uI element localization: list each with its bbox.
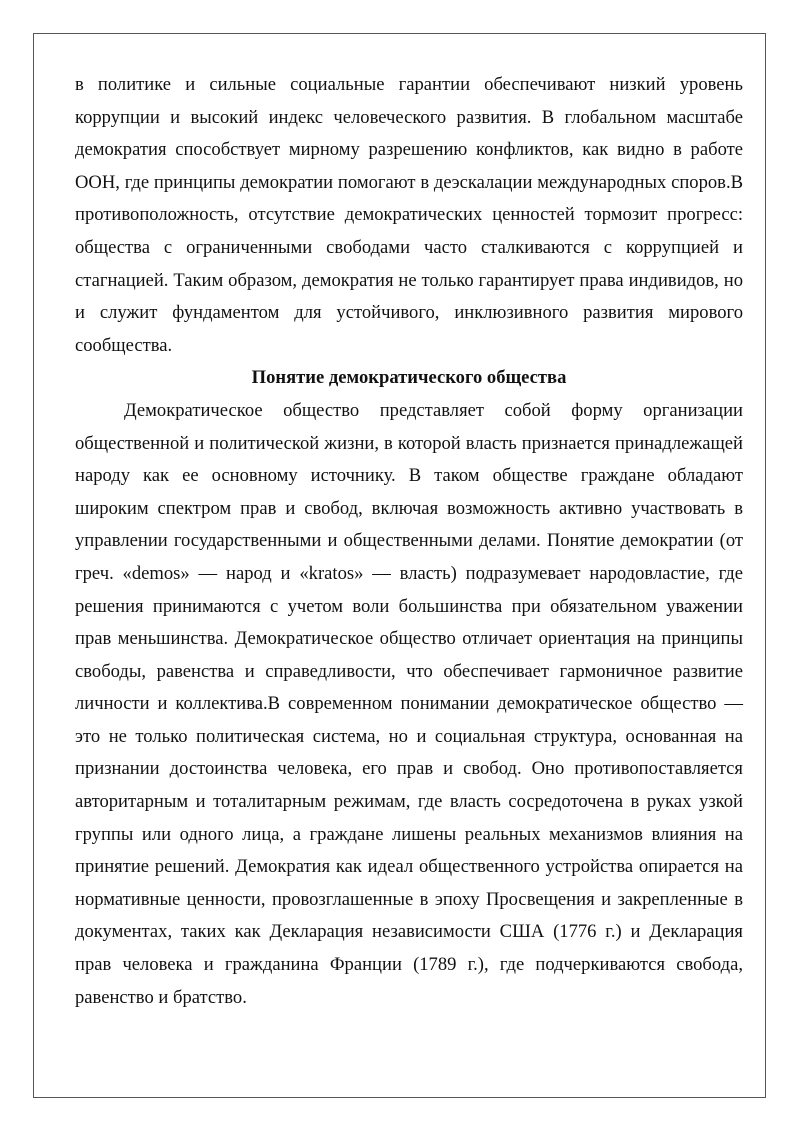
document-body [75,69,743,1014]
paragraph-definition: Демократическое общество представляет собой форму организации общественной и политической жизни, в которой власть признается принадлежащей народу как ее основному источнику. В таком обществе граждане обладают широким спектром прав и свобод, включая возможность активно участвовать в управлении государственными и общественными делами. Понятие демократии (от греч. «demos» — народ и «kratos» — власть) подразумевает народовластие, где решения принимаются с учетом воли большинства при обязательном уважении прав меньшинства. Демократическое общество отличает ориентация на принципы свободы, равенства и справедливости, что обеспечивает гармоничное развитие личности и коллектива.В современном понимании демократическое общество — это не только политическая система, но и социальная структура, основанная на признании достоинства человека, его прав и свобод. Оно противопоставляется авторитарным и тоталитарным режимам, где власть сосредоточена в руках узкой группы или одного лица, а граждане лишены реальных механизмов влияния на принятие решений. Демократия как идеал общественного устройства опирается на нормативные ценности, провозглашенные в эпоху Просвещения и закрепленные в документах, таких как Декларация независимости США (1776 г.) и Декларация прав человека и гражданина Франции (1789 г.), где подчеркиваются свобода, равенство и братство. [75,399,743,1008]
section-heading: Понятие демократического общества [251,367,567,389]
paragraph-continuation: в политике и сильные социальные гарантии обеспечивают низкий уровень коррупции и высокий индекс человеческого развития. В глобальном масштабе демократия способствует мирному разрешению конфликтов, как видно в работе ООН, где принципы демократии помогают в деэскалации международных споров.В противоположность, отсутствие демократических ценностей тормозит прогресс: общества с ограниченными свободами часто сталкиваются с коррупцией и стагнацией. Таким образом, демократия не только гарантирует права индивидов, но и служит фундаментом для устойчивого, инклюзивного развития мирового сообщества. [75,74,743,356]
